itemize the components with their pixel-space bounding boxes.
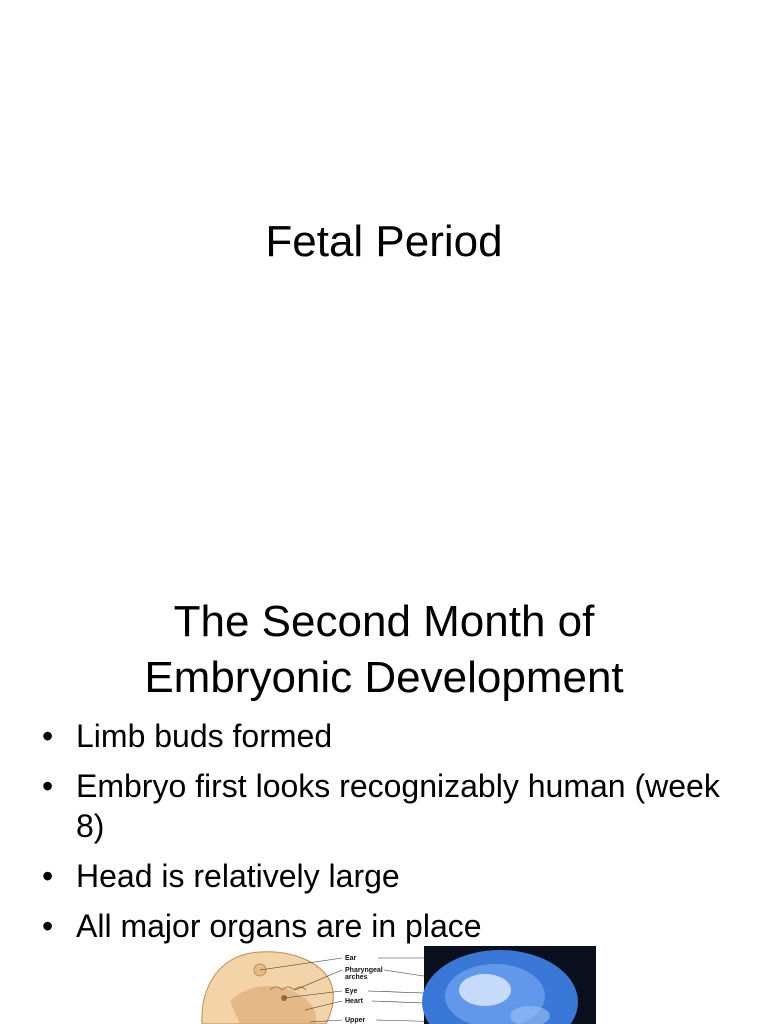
figure-label: Heart (345, 998, 363, 1005)
bullet-item (42, 856, 742, 896)
bullet-item (42, 906, 742, 946)
title-line-2: Embryonic Development (144, 653, 624, 702)
embryo-figure (200, 946, 596, 1024)
bullet-text: All major organs are in place (76, 908, 482, 944)
bullet-text: Limb buds formed (76, 718, 333, 754)
bullet-marker: • (42, 718, 54, 754)
title-line-1: The Second Month of (173, 597, 595, 646)
figure-label: Upper (345, 1017, 366, 1024)
bullet-list (42, 716, 742, 956)
slide-title: Fetal Period (265, 217, 503, 266)
bullet-marker: • (42, 908, 54, 944)
figure-label: Pharyngeal arches (345, 967, 383, 981)
bullet-text: Embryo first looks recognizably human (week 8) (76, 768, 720, 844)
bullet-item (42, 766, 742, 846)
bullet-marker: • (42, 858, 54, 894)
bullet-marker: • (42, 768, 54, 804)
figure-label: Ear (345, 955, 357, 962)
bullet-item (42, 716, 742, 756)
slide-title (0, 594, 768, 706)
embryo-illustration (200, 946, 596, 1024)
figure-label: Eye (345, 988, 358, 995)
bullet-text: Head is relatively large (76, 858, 400, 894)
